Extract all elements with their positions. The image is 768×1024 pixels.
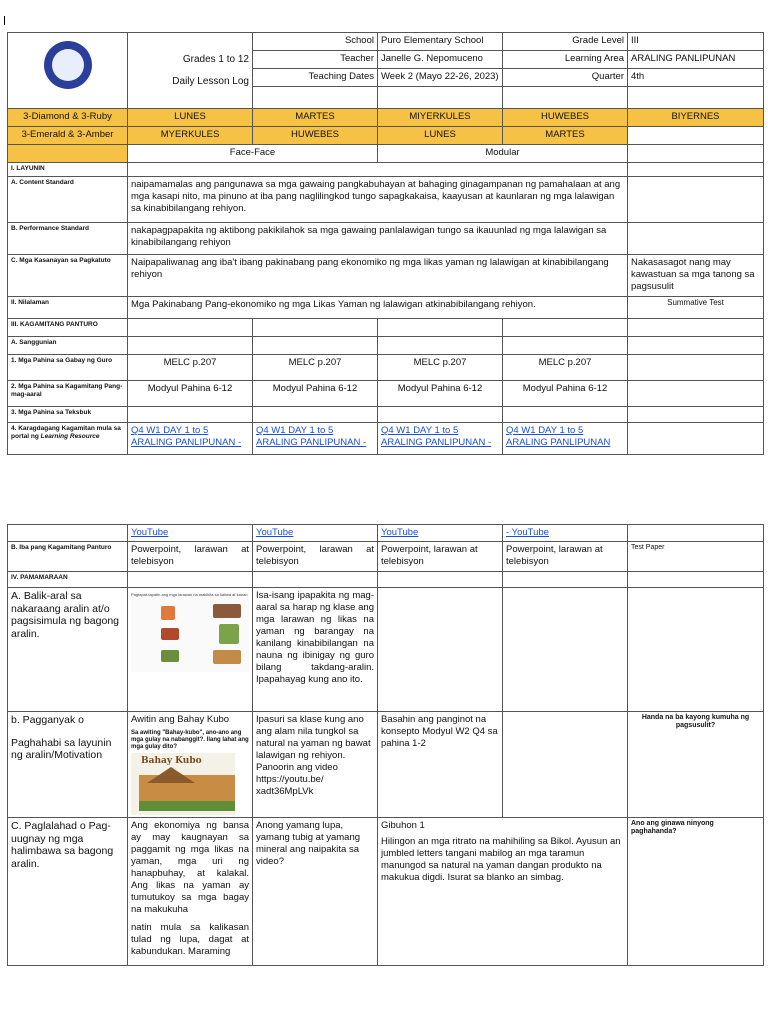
nilalaman-friday: Summative Test [628, 297, 764, 319]
balik-aral-col2: Isa-isang ipapakita ng mag-aaral sa harap ng klase ang mga larawan ng likas na yaman ng barangay na kanilang kinabibilangan na nauna ng ibinigay ng guro bilang takdang-aralin. Ipapahayag kung ano ito. [253, 588, 378, 712]
teacher-label: Teacher [253, 51, 378, 69]
vegetables-picture-icon [161, 650, 179, 662]
cursor-mark [4, 16, 5, 25]
kasanayan-text: Naipapaliwanag ang iba't ibang pakinabang pang ekonomiko ng mga likas yaman ng lalawigan at kinabibilangang rehiyon [128, 255, 628, 297]
nilalaman-text: Mga Pakinabang Pang-ekonomiko ng mga Likas Yaman ng lalawigan atkinabibilangang rehiyon. [128, 297, 628, 319]
youtube-link[interactable]: YouTube [253, 525, 378, 542]
pagganyak-friday: Handa na ba kayong kumuha ng pagsusulit? [628, 712, 764, 818]
day-header: HUWEBES [253, 127, 378, 145]
iba-value: Powerpoint, larawan at telebisyon [253, 542, 378, 572]
iba-value: Powerpoint, larawan at telebisyon [128, 542, 253, 572]
day-header: LUNES [378, 127, 503, 145]
section-label-emerald-amber: 3-Emerald & 3-Amber [8, 127, 128, 145]
bahay-kubo-question: Sa awiting "Bahay-kubo", ano-ano ang mga gulay na nabanggit?. Ilang lahat ang mga gulay dito? [131, 730, 249, 750]
boat-picture-icon [213, 650, 241, 664]
nilalaman-label: II. Nilalaman [8, 297, 128, 319]
tools-picture-icon [161, 606, 175, 620]
daily-lesson-log-title: Daily Lesson Log [172, 75, 249, 87]
learning-area-value: ARALING PANLIPUNAN [628, 51, 764, 69]
food-picture-icon [161, 628, 179, 640]
iba-value: Powerpoint, larawan at telebisyon [503, 542, 628, 572]
matching-activity-caption: Pagtapat-tapatin ang mga larawan na makikita sa kaliwa at kanan [131, 592, 248, 597]
performance-standard-text: nakapagpapakita ng aktibong pakikilahok sa mga gawaing panlalawigan tungo sa ikauunlad ng mga lalawigan sa kinabibilangang rehiyon [128, 223, 628, 255]
layunin-heading: I. LAYUNIN [8, 163, 128, 177]
paglalahad-col2: Anong yamang lupa, yamang tubig at yamang mineral ang naipakita sa video? [253, 818, 378, 966]
teacher-value: Janelle G. Nepomuceno [378, 51, 503, 69]
iba-pang-kagamitan-label: B. Iba pang Kagamitang Panturo [8, 542, 128, 572]
day-header: MARTES [253, 109, 378, 127]
day-header: MIYERKULES [378, 109, 503, 127]
day-header: LUNES [128, 109, 253, 127]
youtube-link[interactable]: YouTube [128, 525, 253, 542]
kasanayan-label: C. Mga Kasanayan sa Pagkatuto [8, 255, 128, 297]
pagganyak-col2: Ipasuri sa klase kung ano ang alam nila tungkol sa natural na yaman ng bawat lalawigan ng rehiyon. Panoorin ang video https://youtu.be/ xadt36MpLVk [253, 712, 378, 818]
melc-value: MELC p.207 [253, 355, 378, 381]
lesson-log-table-bottom [7, 524, 764, 966]
melc-value: MELC p.207 [378, 355, 503, 381]
cart-picture-icon [219, 624, 239, 644]
grade-level-label: Grade Level [503, 33, 628, 51]
modyul-value: Modyul Pahina 6-12 [128, 381, 253, 407]
iba-friday: Test Paper [628, 542, 764, 572]
lr-link[interactable]: Q4 W1 DAY 1 to 5 ARALING PANLIPUNAN [503, 423, 628, 455]
school-value: Puro Elementary School [378, 33, 503, 51]
bahay-kubo-image-title: Bahay Kubo [141, 756, 202, 766]
lr-link[interactable]: Q4 W1 DAY 1 to 5 ARALING PANLIPUNAN - [253, 423, 378, 455]
deped-seal-icon [44, 41, 92, 89]
performance-standard-label: B. Performance Standard [8, 223, 128, 255]
day-header: BIYERNES [628, 109, 764, 127]
paglalahad-label: C. Paglalahad o Pag-uugnay ng mga halimbawa sa bagong aralin. [8, 818, 128, 966]
mode-face-to-face: Face-Face [128, 145, 378, 163]
grade-level-value: III [628, 33, 764, 51]
modyul-value: Modyul Pahina 6-12 [503, 381, 628, 407]
matching-activity-image [131, 592, 249, 672]
lesson-log-table-top [7, 32, 764, 455]
day-header: HUWEBES [503, 109, 628, 127]
youtube-link[interactable]: - YouTube [503, 525, 628, 542]
lr-link[interactable]: Q4 W1 DAY 1 to 5 ARALING PANLIPUNAN - [378, 423, 503, 455]
bahay-kubo-image [131, 753, 235, 815]
teaching-dates-value: Week 2 (Mayo 22-26, 2023) [378, 69, 503, 87]
balik-aral-image-cell [128, 588, 253, 712]
kagamitan-heading: III. KAGAMITANG PANTURO [8, 319, 128, 337]
lr-link[interactable]: Q4 W1 DAY 1 to 5 ARALING PANLIPUNAN - [128, 423, 253, 455]
kagamitang-mag-aaral-label: 2. Mga Pahina sa Kagamitang Pang-mag-aaral [8, 381, 128, 407]
modyul-value: Modyul Pahina 6-12 [253, 381, 378, 407]
paglalahad-col3: Gibuhon 1 Hilingon an mga ritrato na mahihiling sa Bikol. Ayusun an jumbled letters tangani mabilog an mga taramun manungod sa natural na yaman dangan produkto na makukua digdi. Isurat sa blanko an simbag. [378, 818, 628, 966]
deped-logo-cell [8, 33, 128, 109]
teksbuk-label: 3. Mga Pahina sa Teksbuk [8, 407, 128, 423]
melc-value: MELC p.207 [128, 355, 253, 381]
grades-title: Grades 1 to 12 [182, 53, 249, 65]
sanggunian-label: A. Sanggunian [8, 337, 128, 355]
quarter-label: Quarter [503, 69, 628, 87]
modyul-value: Modyul Pahina 6-12 [378, 381, 503, 407]
day-header: MYERKULES [128, 127, 253, 145]
melc-value: MELC p.207 [503, 355, 628, 381]
learning-area-label: Learning Area [503, 51, 628, 69]
content-standard-text: naipamamalas ang pangunawa sa mga gawaing pangkabuhayan at bahaging ginagampanan ng pamahalaan at ang mga kasapi nito, ma pinuno at iba pang naglilingkod tungo sapagkakaisa, kaayusan at kaunlaran ng mga lalawigan sa kinabibilangang rehiyon. [128, 177, 628, 223]
log-title-cell [128, 33, 253, 109]
section-label-diamond-ruby: 3-Diamond & 3-Ruby [8, 109, 128, 127]
market-picture-icon [213, 604, 241, 618]
pagganyak-col3: Basahin ang panginot na konsepto Modyul W2 Q4 sa pahina 1-2 [378, 712, 503, 818]
kasanayan-friday: Nakasasagot nang may kawastuan sa mga tanong sa pagsusulit [628, 255, 764, 297]
iba-value: Powerpoint, larawan at telebisyon [378, 542, 503, 572]
teaching-dates-label: Teaching Dates [253, 69, 378, 87]
mode-modular: Modular [378, 145, 628, 163]
pagganyak-label: b. Pagganyak o Paghahabi sa layunin ng aralin/Motivation [8, 712, 128, 818]
gabay-label: 1. Mga Pahina sa Gabay ng Guro [8, 355, 128, 381]
youtube-link[interactable]: YouTube [378, 525, 503, 542]
content-standard-label: A. Content Standard [8, 177, 128, 223]
pagganyak-col1: Awitin ang Bahay Kubo Sa awiting "Bahay-kubo", ano-ano ang mga gulay na nabanggit?. Ilang lahat ang mga gulay dito? Bahay Kubo [128, 712, 253, 818]
pamamaraan-heading: IV. PAMAMARAAN [8, 572, 128, 588]
karagdagang-kagamitan-label: 4. Karagdagang Kagamitan mula sa portal ng Learning Resource [8, 423, 128, 455]
school-label: School [253, 33, 378, 51]
paglalahad-friday: Ano ang ginawa ninyong paghahanda? [628, 818, 764, 966]
balik-aral-label: A. Balik-aral sa nakaraang aralin at/o pagsisimula ng bagong aralin. [8, 588, 128, 712]
quarter-value: 4th [628, 69, 764, 87]
day-header: MARTES [503, 127, 628, 145]
paglalahad-col1: Ang ekonomiya ng bansa ay may kaugnayan sa paggamit ng mga likas na yaman, mga uri ng hanapbuhay, at kalakal. Ang likas na yaman ay tumutukoy sa mga bagay na makukuha natin mula sa kalikasan tulad ng lupa, dagat at kabundukan. Maraming [128, 818, 253, 966]
